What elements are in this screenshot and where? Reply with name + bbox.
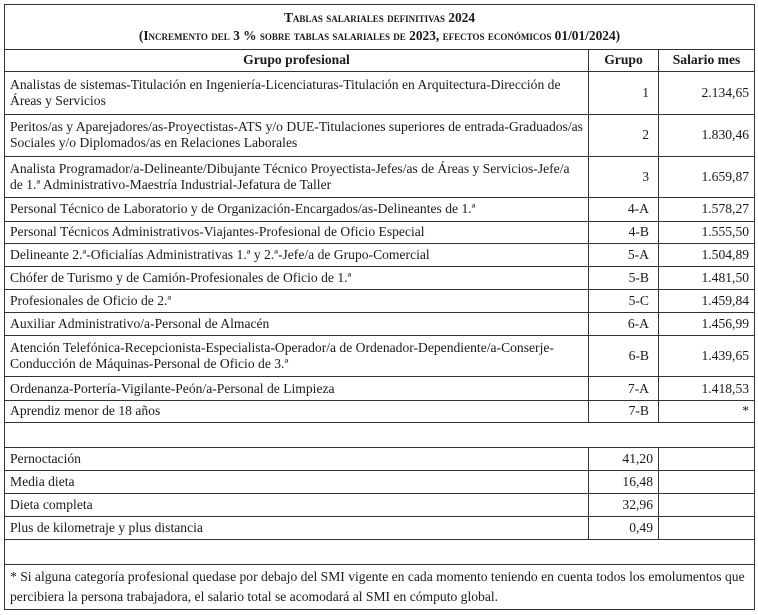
title-row — [5, 5, 755, 50]
group-cell: 7-B — [589, 400, 659, 422]
salary-cell: 1.659,87 — [659, 156, 755, 198]
table-row — [5, 289, 755, 312]
group-cell: 6-B — [589, 335, 659, 377]
table-title — [5, 5, 755, 50]
group-cell: 7-A — [589, 377, 659, 400]
salary-table — [4, 4, 755, 610]
table-row — [5, 400, 755, 422]
group-cell: 5-C — [589, 289, 659, 312]
group-cell: 4-A — [589, 198, 659, 221]
allowance-value: 32,96 — [589, 494, 659, 516]
allowance-empty-cell — [659, 447, 755, 470]
table-row — [5, 221, 755, 243]
header-category: Grupo profesional — [5, 49, 589, 71]
table-row — [5, 244, 755, 266]
allowance-value: 16,48 — [589, 471, 659, 494]
category-cell: Peritos/as y Aparejadores/as-Proyectistas-ATS y/o DUE-Titulaciones superiores de entrada-Graduados/as Sociales y/o Diplomados/as en Relaciones Laborales — [5, 114, 589, 156]
salary-cell: 1.830,46 — [659, 114, 755, 156]
table-row — [5, 313, 755, 335]
category-cell: Delineante 2.ª-Oficialías Administrativas 1.ª y 2.ª-Jefe/a de Grupo-Comercial — [5, 244, 589, 266]
table-row — [5, 114, 755, 156]
table-row — [5, 72, 755, 115]
group-cell: 6-A — [589, 313, 659, 335]
allowance-value: 41,20 — [589, 447, 659, 470]
category-cell: Personal Técnico de Laboratorio y de Organización-Encargados/as-Delineantes de 1.ª — [5, 198, 589, 221]
category-cell: Analistas de sistemas-Titulación en Ingeniería-Licenciaturas-Titulación en Arquitectura-Dirección de Áreas y Servicios — [5, 72, 589, 115]
group-cell: 1 — [589, 72, 659, 115]
salary-cell: 1.578,27 — [659, 198, 755, 221]
table-row — [5, 335, 755, 377]
header-salary: Salario mes — [659, 49, 755, 71]
table-row — [5, 198, 755, 221]
title-line-1: Tablas salariales definitivas 2024 — [283, 10, 476, 26]
salary-cell: 1.456,99 — [659, 313, 755, 335]
group-cell: 3 — [589, 156, 659, 198]
category-cell: Personal Técnicos Administrativos-Viajantes-Profesional de Oficio Especial — [5, 221, 589, 243]
spacer-row — [5, 540, 755, 564]
allowance-row — [5, 447, 755, 470]
category-cell: Atención Telefónica-Recepcionista-Especialista-Operador/a de Ordenador-Dependiente/a-Conserje-Conducción de Máquinas-Personal de Oficio de 3.ª — [5, 335, 589, 377]
allowance-label: Pernoctación — [5, 447, 589, 470]
salary-cell: 2.134,65 — [659, 72, 755, 115]
allowance-label: Media dieta — [5, 471, 589, 494]
table-row — [5, 156, 755, 198]
allowance-value: 0,49 — [589, 516, 659, 539]
header-group: Grupo — [589, 49, 659, 71]
header-row — [5, 49, 755, 71]
salary-cell: 1.555,50 — [659, 221, 755, 243]
table-row — [5, 377, 755, 400]
salary-cell: 1.418,53 — [659, 377, 755, 400]
allowance-empty-cell — [659, 516, 755, 539]
category-cell: Profesionales de Oficio de 2.ª — [5, 289, 589, 312]
category-cell: Auxiliar Administrativo/a-Personal de Almacén — [5, 313, 589, 335]
table-row — [5, 266, 755, 289]
allowance-empty-cell — [659, 471, 755, 494]
salary-cell: 1.481,50 — [659, 266, 755, 289]
group-cell: 2 — [589, 114, 659, 156]
allowance-empty-cell — [659, 494, 755, 516]
category-cell: Chófer de Turismo y de Camión-Profesionales de Oficio de 1.ª — [5, 266, 589, 289]
group-cell: 5-A — [589, 244, 659, 266]
spacer-cell — [5, 540, 755, 564]
allowance-label: Dieta completa — [5, 494, 589, 516]
allowance-label: Plus de kilometraje y plus distancia — [5, 516, 589, 539]
title-line-2: (Incremento del 3 % sobre tablas salariales de 2023, efectos económicos 01/01/2024) — [138, 27, 621, 43]
category-cell: Ordenanza-Portería-Vigilante-Peón/a-Personal de Limpieza — [5, 377, 589, 400]
salary-cell: * — [659, 400, 755, 422]
category-cell: Analista Programador/a-Delineante/Dibujante Técnico Proyectista-Jefes/as de Áreas y Servicios-Jefe/a de 1.ª Administrativo-Maestría Industrial-Jefatura de Taller — [5, 156, 589, 198]
allowance-row — [5, 471, 755, 494]
allowance-row — [5, 516, 755, 539]
category-cell: Aprendiz menor de 18 años — [5, 400, 589, 422]
group-cell: 5-B — [589, 266, 659, 289]
spacer-row — [5, 423, 755, 447]
salary-cell: 1.504,89 — [659, 244, 755, 266]
footnote: * Si alguna categoría profesional quedase por debajo del SMI vigente en cada momento teniendo en cuenta todos los emolumentos que percibiera la persona trabajadora, el salario total se acomodará al SMI en cómputo global. — [5, 564, 755, 609]
footnote-row — [5, 564, 755, 609]
allowance-row — [5, 494, 755, 516]
salary-cell: 1.459,84 — [659, 289, 755, 312]
group-cell: 4-B — [589, 221, 659, 243]
salary-cell: 1.439,65 — [659, 335, 755, 377]
spacer-cell — [5, 423, 755, 447]
